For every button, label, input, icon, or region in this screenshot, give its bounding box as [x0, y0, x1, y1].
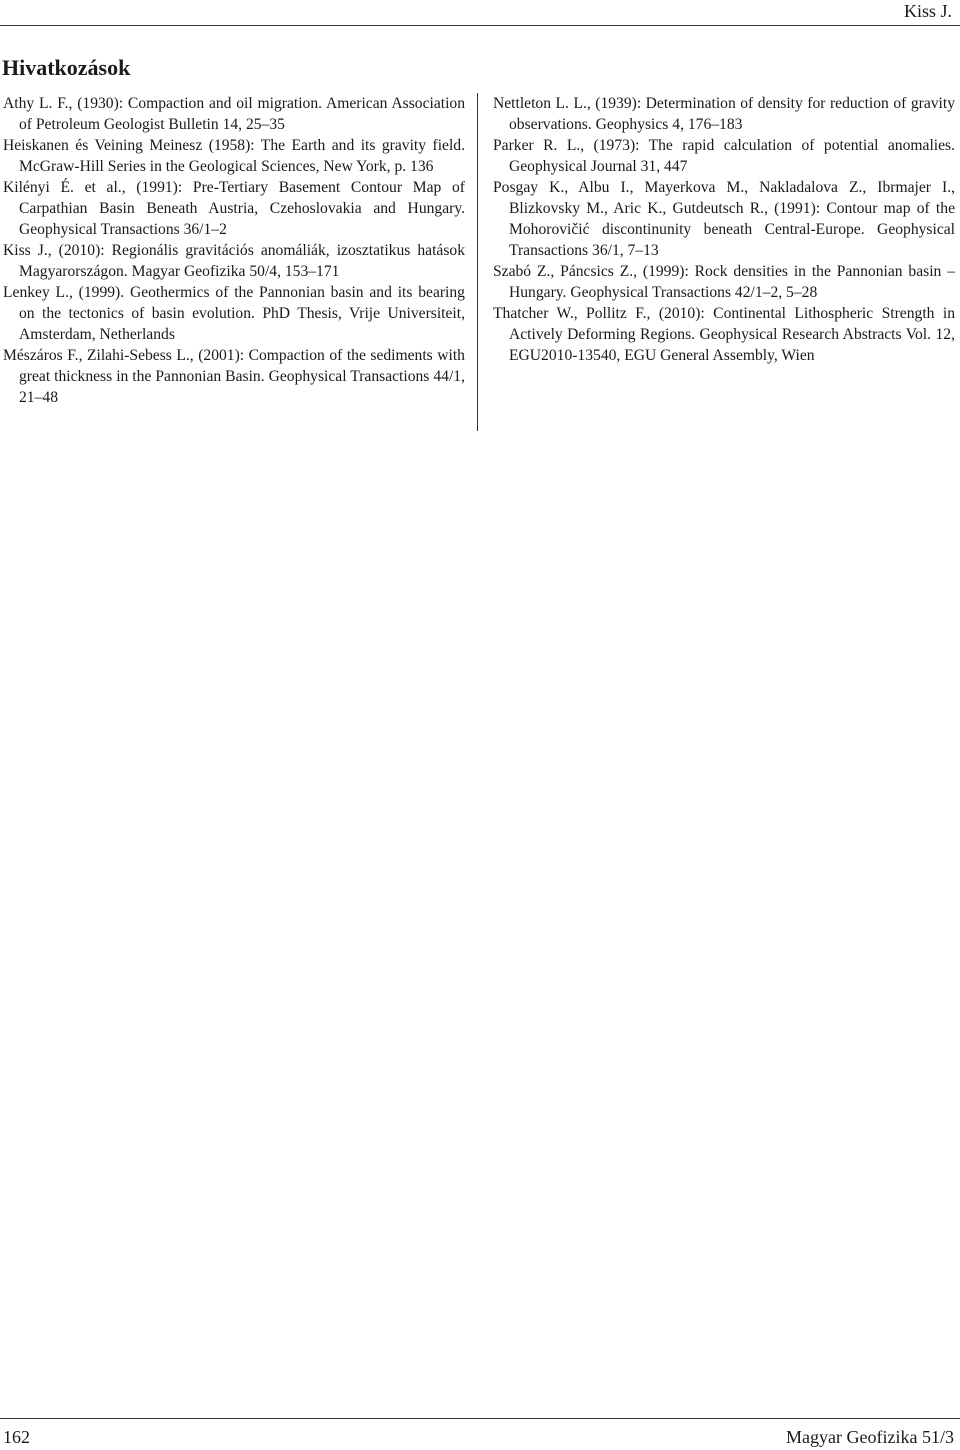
reference-author: Parker R. L.	[493, 137, 581, 154]
reference-entry	[3, 282, 465, 345]
reference-text: , (1999). Geothermics of the Pannonian basin and its bearing on the tectonics of basin evolution. PhD Thesis, Vrije Universiteit, Amsterdam, Netherlands	[19, 284, 465, 343]
page-footer	[0, 1418, 960, 1450]
reference-author: Posgay K., Albu I., Mayerkova M., Nakladalova Z., Ibrmajer I., Blizkovsky M., Aric K., Gutdeutsch R.	[493, 179, 955, 217]
references-right-column	[493, 93, 955, 366]
reference-author: Lenkey L.	[3, 284, 69, 301]
reference-author: Kilényi É. et al.	[3, 179, 122, 196]
reference-entry	[493, 93, 955, 135]
reference-entry	[3, 93, 465, 135]
column-divider	[477, 93, 478, 431]
reference-author: Athy L. F.	[3, 95, 69, 112]
reference-entry	[493, 177, 955, 261]
reference-author: Nettleton L. L.	[493, 95, 587, 112]
reference-author: Heiskanen és Veining Meinesz	[3, 137, 203, 154]
references-left-column	[3, 93, 465, 408]
reference-text: , (2010): Continental Lithospheric Strength in Actively Deforming Regions. Geophysical Research Abstracts Vol. 12, EGU2010-13540, EGU General Assembly, Wien	[509, 305, 956, 364]
reference-text: , (1999): Rock densities in the Pannonian basin – Hungary. Geophysical Transactions 42/1–2, 5–28	[509, 263, 955, 301]
reference-text: , (2010): Regionális gravitációs anomáliák, izosztatikus hatások Magyarországon. Magyar Geofizika 50/4, 153–171	[19, 242, 465, 280]
reference-entry	[3, 345, 465, 408]
reference-entry	[493, 303, 955, 366]
reference-text: , (1991): Contour map of the Mohorovičić discontinunity beneath Central-Europe. Geophysical Transactions 36/1, 7–13	[509, 200, 955, 259]
reference-text: (1958): The Earth and its gravity field. McGraw-Hill Series in the Geological Sciences, New York, p. 136	[19, 137, 465, 175]
reference-author: Mészáros F., Zilahi-Sebess L.	[3, 347, 190, 364]
reference-entry	[3, 240, 465, 282]
reference-entry	[3, 135, 465, 177]
section-title: Hivatkozások	[2, 55, 131, 80]
reference-text: , (1930): Compaction and oil migration. American Association of Petroleum Geologist Bulletin 14, 25–35	[19, 95, 465, 133]
running-head-author: Kiss J.	[903, 1, 952, 21]
journal-issue: Magyar Geofizika 51/3	[786, 1427, 954, 1447]
running-head	[0, 0, 960, 26]
reference-text: , (1939): Determination of density for reduction of gravity observations. Geophysics 4, 176–183	[509, 95, 955, 133]
reference-author: Kiss J.	[3, 242, 48, 259]
reference-author: Thatcher W., Pollitz F.	[493, 305, 647, 322]
reference-entry	[493, 261, 955, 303]
reference-text: , (1973): The rapid calculation of potential anomalies. Geophysical Journal 31, 447	[509, 137, 956, 175]
reference-text: , (1991): Pre-Tertiary Basement Contour Map of Carpathian Basin Beneath Austria, Czehoslovakia and Hungary. Geophysical Transactions 36/1–2	[19, 179, 465, 238]
reference-entry	[3, 177, 465, 240]
reference-text: , (2001): Compaction of the sediments with great thickness in the Pannonian Basin. Geophysical Transactions 44/1, 21–48	[19, 347, 465, 406]
reference-author: Szabó Z., Páncsics Z.	[493, 263, 634, 280]
page-number: 162	[3, 1427, 30, 1447]
reference-entry	[493, 135, 955, 177]
